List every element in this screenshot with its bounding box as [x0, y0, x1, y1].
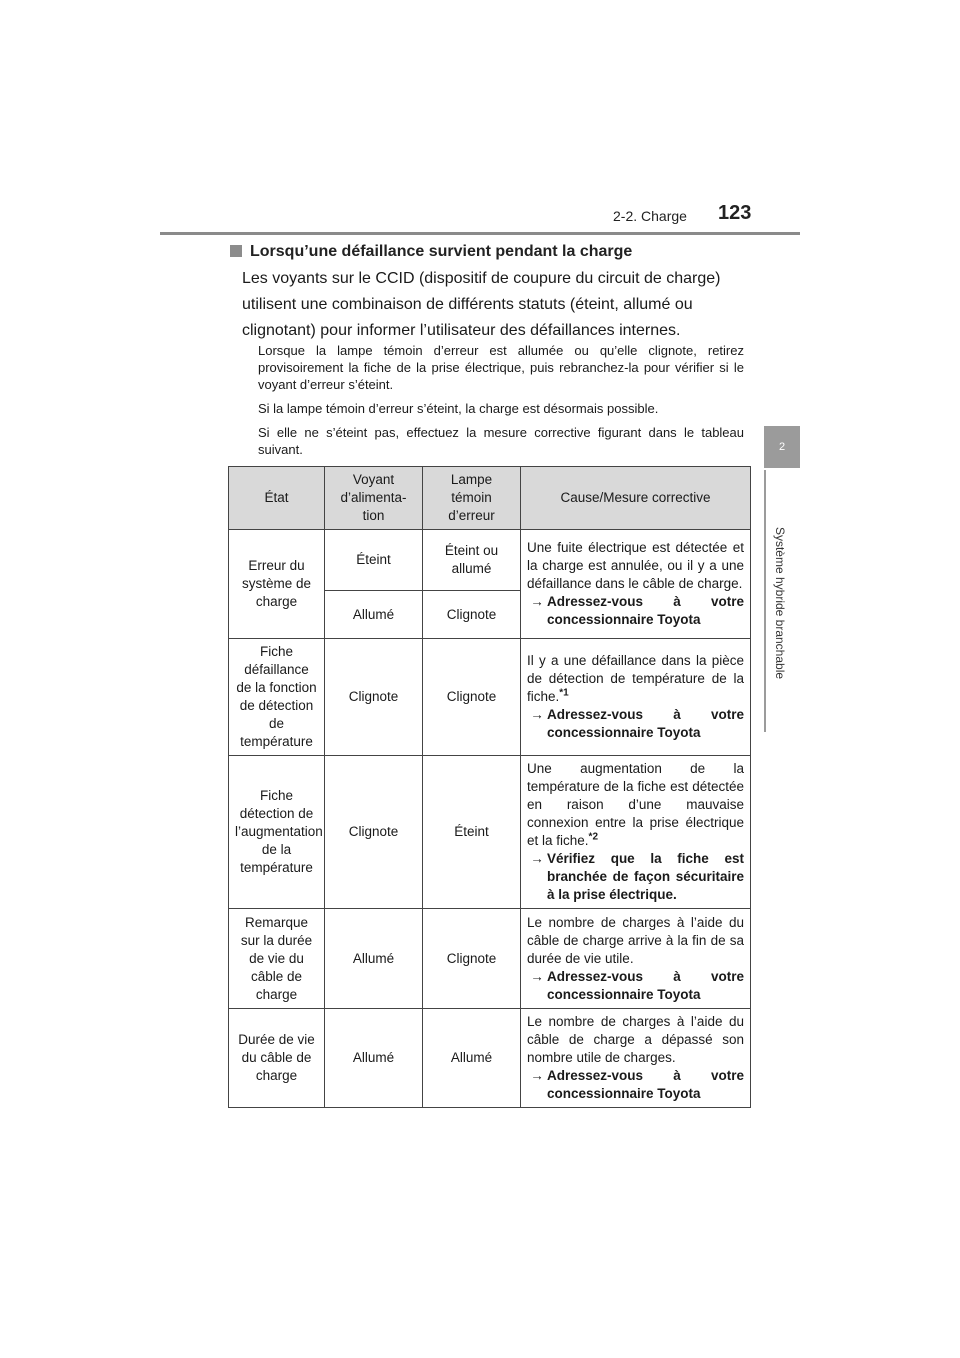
table-row — [229, 530, 751, 591]
arrow-icon: → — [530, 1068, 544, 1083]
cause-text: Une augmentation de la température de la fiche est détectée en raison d’une mauvaise connexion entre la prise électrique et la fiche.$^{*2}$ — [527, 761, 744, 848]
chapter-side-title-text: Système hybride branchable — [773, 526, 787, 680]
cell-state: Fiche défaillance de la fonction de détection de température — [229, 639, 325, 756]
cause-text: Le nombre de charges à l’aide du câble de charge a dépassé son nombre utile de charges. — [527, 1014, 744, 1065]
cell-error-lamp: Éteint ou allumé — [423, 530, 521, 591]
cell-state: Durée de vie du câble de charge — [229, 1009, 325, 1108]
cell-power-lamp: Allumé — [325, 1009, 423, 1108]
cell-power-lamp: Clignote — [325, 756, 423, 909]
note-paragraph: Si la lampe témoin d’erreur s’éteint, la charge est désormais possible. — [258, 401, 659, 416]
arrow-icon: → — [530, 851, 544, 866]
table-row — [229, 756, 751, 909]
cell-power-lamp: Clignote — [325, 639, 423, 756]
arrow-icon: → — [530, 968, 544, 984]
corrective-action: → Adressez-vous à votre concessionnaire Toyota — [527, 1067, 744, 1103]
cell-state: Erreur du système de charge — [229, 530, 325, 639]
note-paragraph: Lorsque la lampe témoin d’erreur est allumée ou qu’elle clignote, retirez provisoirement la fiche de la prise électrique, puis rebranchez-la pour vérifier si le voyant d’erreur s’éteint. — [258, 343, 744, 392]
corrective-action: → Adressez-vous à votre concessionnaire Toyota — [527, 968, 744, 1004]
corrective-action: → Vérifiez que la fiche est branchée de façon sécuritaire à la prise électrique. — [527, 850, 744, 904]
sidebar-rule — [764, 470, 766, 732]
arrow-icon: → — [530, 594, 544, 609]
cell-error-lamp: Clignote — [423, 909, 521, 1009]
table-row — [229, 909, 751, 1009]
section-label: 2-2. Charge — [613, 208, 687, 224]
cell-error-lamp: Éteint — [423, 756, 521, 909]
cell-state: Fiche détection de l’augmentation de la température — [229, 756, 325, 909]
table-row — [229, 639, 751, 756]
chapter-tab: 2 — [764, 426, 800, 468]
header-state: État — [229, 467, 325, 530]
header-error-lamp: Lampe témoin d’erreur — [423, 467, 521, 530]
table-row — [229, 1009, 751, 1108]
cell-state: Remarque sur la durée de vie du câble de charge — [229, 909, 325, 1009]
cell-power-lamp: Allumé — [325, 909, 423, 1009]
cell-power-lamp: Allumé — [325, 591, 423, 639]
corrective-action: → Adressez-vous à votre concessionnaire Toyota — [527, 706, 744, 742]
arrow-icon: → — [530, 707, 544, 722]
cell-cause — [521, 1009, 751, 1108]
cause-text: Une fuite électrique est détectée et la charge est annulée, ou il y a une défaillance dans le câble de charge. — [527, 540, 744, 591]
note-paragraph: Si elle ne s’éteint pas, effectuez la mesure corrective figurant dans le tableau suivant. — [258, 425, 744, 457]
cell-cause — [521, 756, 751, 909]
cell-cause — [521, 909, 751, 1009]
cause-text: Il y a une défaillance dans la pièce de détection de température de la fiche.$^{*1}$ — [527, 653, 744, 704]
cell-error-lamp: Allumé — [423, 1009, 521, 1108]
header-rule — [160, 232, 800, 235]
cell-error-lamp: Clignote — [423, 591, 521, 639]
cause-text: Le nombre de charges à l’aide du câble de charge arrive à la fin de sa durée de vie utile. — [527, 914, 744, 966]
corrective-action: → Adressez-vous à votre concessionnaire Toyota — [527, 593, 744, 629]
cell-power-lamp: Éteint — [325, 530, 423, 591]
section-heading-text: Lorsqu’une défaillance survient pendant la charge — [250, 243, 633, 260]
header-power-lamp: Voyant d’alimenta-tion — [325, 467, 423, 530]
cell-cause — [521, 530, 751, 639]
fault-table — [228, 466, 751, 1108]
section-heading — [230, 243, 632, 261]
chapter-side-title — [772, 474, 788, 732]
table-header-row — [229, 467, 751, 530]
cell-error-lamp: Clignote — [423, 639, 521, 756]
page-number: 123 — [718, 202, 752, 224]
header-cause: Cause/Mesure corrective — [521, 467, 751, 530]
cell-cause — [521, 639, 751, 756]
intro-paragraph: Les voyants sur le CCID (dispositif de coupure du circuit de charge) utilisent une combinaison de différents statuts (éteint, allumé ou clignotant) pour informer l’utilisateur des défaillances internes. — [242, 270, 721, 339]
heading-square-icon — [230, 245, 242, 257]
